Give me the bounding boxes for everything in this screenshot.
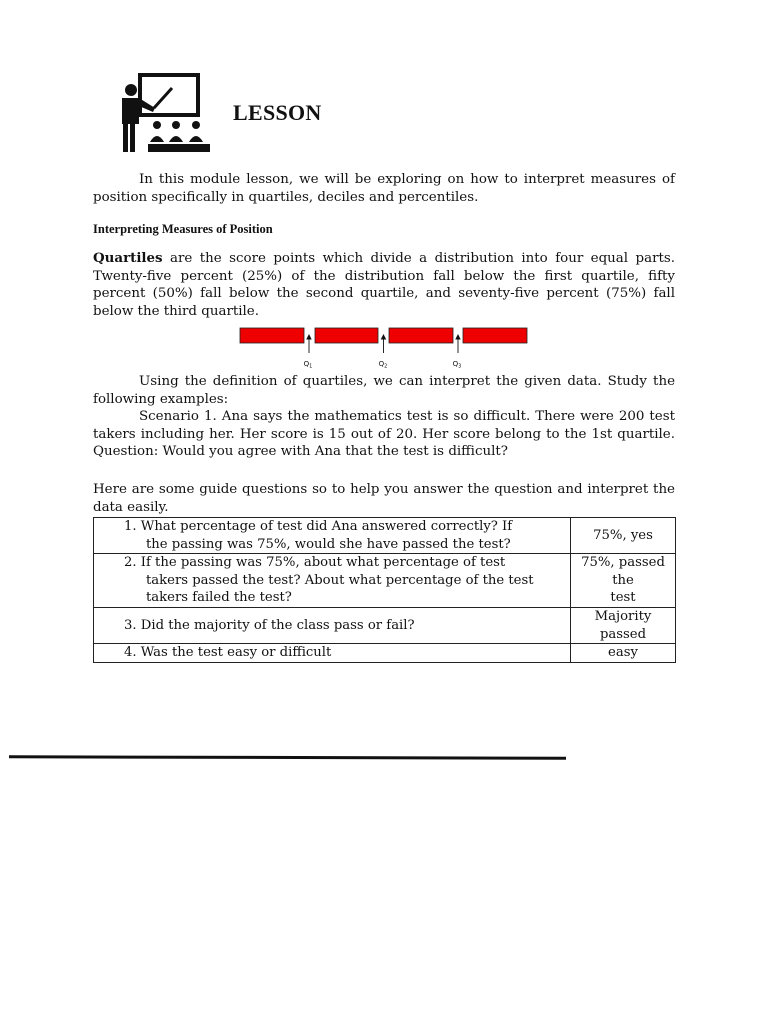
answer-cell xyxy=(571,554,676,608)
quartiles-definition: are the score points which divide a distribution into four equal parts. xyxy=(162,251,675,266)
answer-text: 75%, yes xyxy=(593,527,653,543)
quartiles-line: percent (50%) fall below the second quartile, and seventy-five percent (75%) fall xyxy=(93,286,675,302)
intro-paragraph xyxy=(93,171,675,206)
question-line: Question: Would you agree with Ana that the test is difficult? xyxy=(93,444,508,460)
table-row xyxy=(94,644,676,663)
answer-text: easy xyxy=(608,645,638,661)
q1-label: $Q_1$ xyxy=(303,360,313,370)
q2-label: $Q_2$ xyxy=(378,360,388,370)
intro-line: In this module lesson, we will be exploring on how to interpret measures of xyxy=(139,172,675,187)
teacher-presenting-icon xyxy=(118,72,213,154)
quartiles-line: below the third quartile. xyxy=(93,303,259,319)
question-cell xyxy=(94,554,571,608)
table-row xyxy=(94,518,676,554)
answer-text: Majority passed xyxy=(594,608,652,642)
question-text: the passing was 75%, would she have passed the test? xyxy=(146,536,511,552)
quartiles-line xyxy=(93,250,675,268)
quartile-segment-4 xyxy=(463,328,527,343)
question-text: 3. Did the majority of the class pass or fail? xyxy=(124,617,415,633)
intro-line: position specifically in quartiles, deciles and percentiles. xyxy=(93,189,479,205)
question-cell xyxy=(94,607,571,643)
answer-text: 75%, passed the xyxy=(581,555,665,588)
quartiles-line: Twenty-five percent (25%) of the distribution fall below the first quartile, fifty xyxy=(93,268,675,284)
quartiles-term: Quartiles xyxy=(93,250,163,266)
answer-cell xyxy=(571,518,676,554)
quartile-diagram xyxy=(238,326,530,370)
scenario-line: takers including her. Her score is 15 out of 20. Her score belong to the 1st quartile. xyxy=(93,426,675,442)
examples-line: following examples: xyxy=(93,391,229,407)
quartile-segment-2 xyxy=(315,328,378,343)
guide-line: data easily. xyxy=(93,499,169,515)
q1-arrow xyxy=(307,335,311,353)
question-text: 4. Was the test easy or difficult xyxy=(124,645,332,661)
quartile-segment-3 xyxy=(389,328,453,343)
question-cell xyxy=(94,518,571,554)
answer-text: test xyxy=(610,590,636,606)
answer-cell xyxy=(571,607,676,643)
horizontal-divider xyxy=(9,755,566,759)
guide-paragraph xyxy=(93,481,675,516)
section-heading: Interpreting Measures of Position xyxy=(93,222,273,236)
table-row xyxy=(94,554,676,608)
quartile-segment-1 xyxy=(240,328,304,343)
scenario-line: Scenario 1. Ana says the mathematics test is so difficult. There were 200 test xyxy=(139,409,675,425)
examples-paragraph xyxy=(93,373,675,461)
q2-arrow xyxy=(382,335,386,353)
q3-arrow xyxy=(456,335,460,353)
guide-line: Here are some guide questions so to help you answer the question and interpret the xyxy=(93,482,675,497)
question-text: takers failed the test? xyxy=(146,590,292,606)
guide-questions-table xyxy=(93,517,676,663)
answer-cell xyxy=(571,644,676,663)
lesson-title: LESSON xyxy=(233,100,322,125)
q3-label: $Q_3$ xyxy=(452,360,462,370)
question-cell xyxy=(94,644,571,663)
quartiles-paragraph xyxy=(93,250,675,320)
question-text: takers passed the test? About what percentage of the test xyxy=(146,572,534,588)
examples-line: Using the definition of quartiles, we can interpret the given data. Study the xyxy=(139,374,675,389)
question-text: 1. What percentage of test did Ana answered correctly? If xyxy=(124,519,513,534)
question-text: 2. If the passing was 75%, about what percentage of test xyxy=(124,555,506,571)
table-row xyxy=(94,607,676,643)
